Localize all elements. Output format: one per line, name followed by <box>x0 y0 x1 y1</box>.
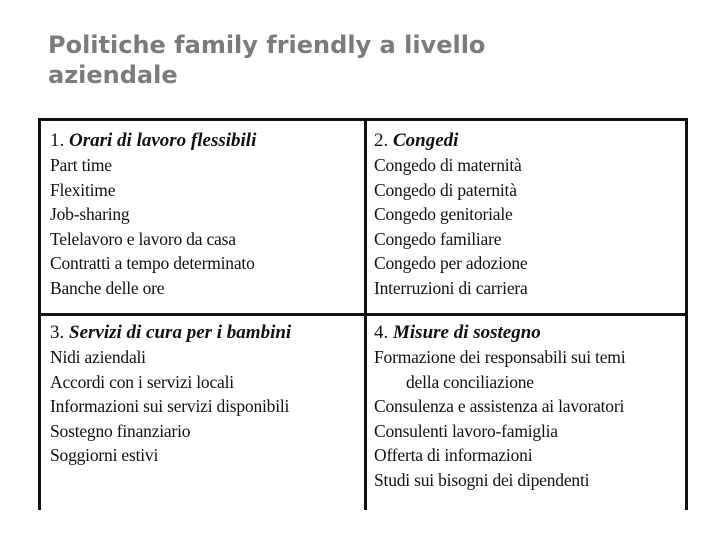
cell-title: Congedi <box>393 130 459 151</box>
cell-title: Orari di lavoro flessibili <box>69 130 257 151</box>
cell-title: Servizi di cura per i bambini <box>69 322 292 343</box>
list-item: Accordi con i servizi locali <box>50 371 234 392</box>
list-item: Part time <box>50 155 112 175</box>
cell-heading <box>50 128 360 153</box>
list-item: Nidi aziendali <box>50 347 146 367</box>
list-item: Congedo per adozione <box>374 253 528 274</box>
list-item: Offerta di informazioni <box>374 445 533 466</box>
page-title <box>48 30 688 90</box>
list-item: Soggiorni estivi <box>50 445 159 466</box>
list-item: Consulenza e assistenza ai lavoratori <box>374 396 625 417</box>
list-item: Congedo di maternità <box>374 155 522 175</box>
list-item: Interruzioni di carriera <box>374 277 528 298</box>
list-item: Contratti a tempo determinato <box>50 253 255 274</box>
cell-number: 2. <box>374 130 389 151</box>
list-item: Job-sharing <box>50 204 130 225</box>
cell-heading <box>50 320 360 345</box>
cell-number: 4. <box>374 322 389 343</box>
cell-heading <box>374 128 682 153</box>
cell-number: 3. <box>50 322 65 343</box>
list-item: della conciliazione <box>406 371 534 392</box>
list-item: Banche delle ore <box>50 277 165 298</box>
list-item: Congedo di paternità <box>374 179 517 200</box>
list-item: Consulenti lavoro-famiglia <box>374 420 558 441</box>
list-item: Telelavoro e lavoro da casa <box>50 228 236 249</box>
page-title-line-2: aziendale <box>48 61 178 89</box>
list-item: Flexitime <box>50 179 116 200</box>
table-cell-support-measures <box>374 320 682 493</box>
table-border-top <box>38 118 688 121</box>
list-item: Studi sui bisogni dei dipendenti <box>374 469 590 490</box>
list-item: Formazione dei responsabili sui temi <box>374 347 626 367</box>
cell-number: 1. <box>50 130 65 151</box>
list-item: Congedo genitoriale <box>374 204 513 225</box>
list-item: Congedo familiare <box>374 228 502 249</box>
table-cell-leave <box>374 128 682 301</box>
list-item: Informazioni sui servizi disponibili <box>50 396 290 417</box>
cell-heading <box>374 320 682 345</box>
list-item: Sostegno finanziario <box>50 420 191 441</box>
table-divider-horizontal <box>38 313 688 316</box>
table-cell-flexible-hours <box>50 128 360 301</box>
page-title-line-1: Politiche family friendly a livello <box>48 31 486 59</box>
policy-table <box>38 118 688 510</box>
table-cell-childcare <box>50 320 360 468</box>
cell-title: Misure di sostegno <box>393 322 541 343</box>
